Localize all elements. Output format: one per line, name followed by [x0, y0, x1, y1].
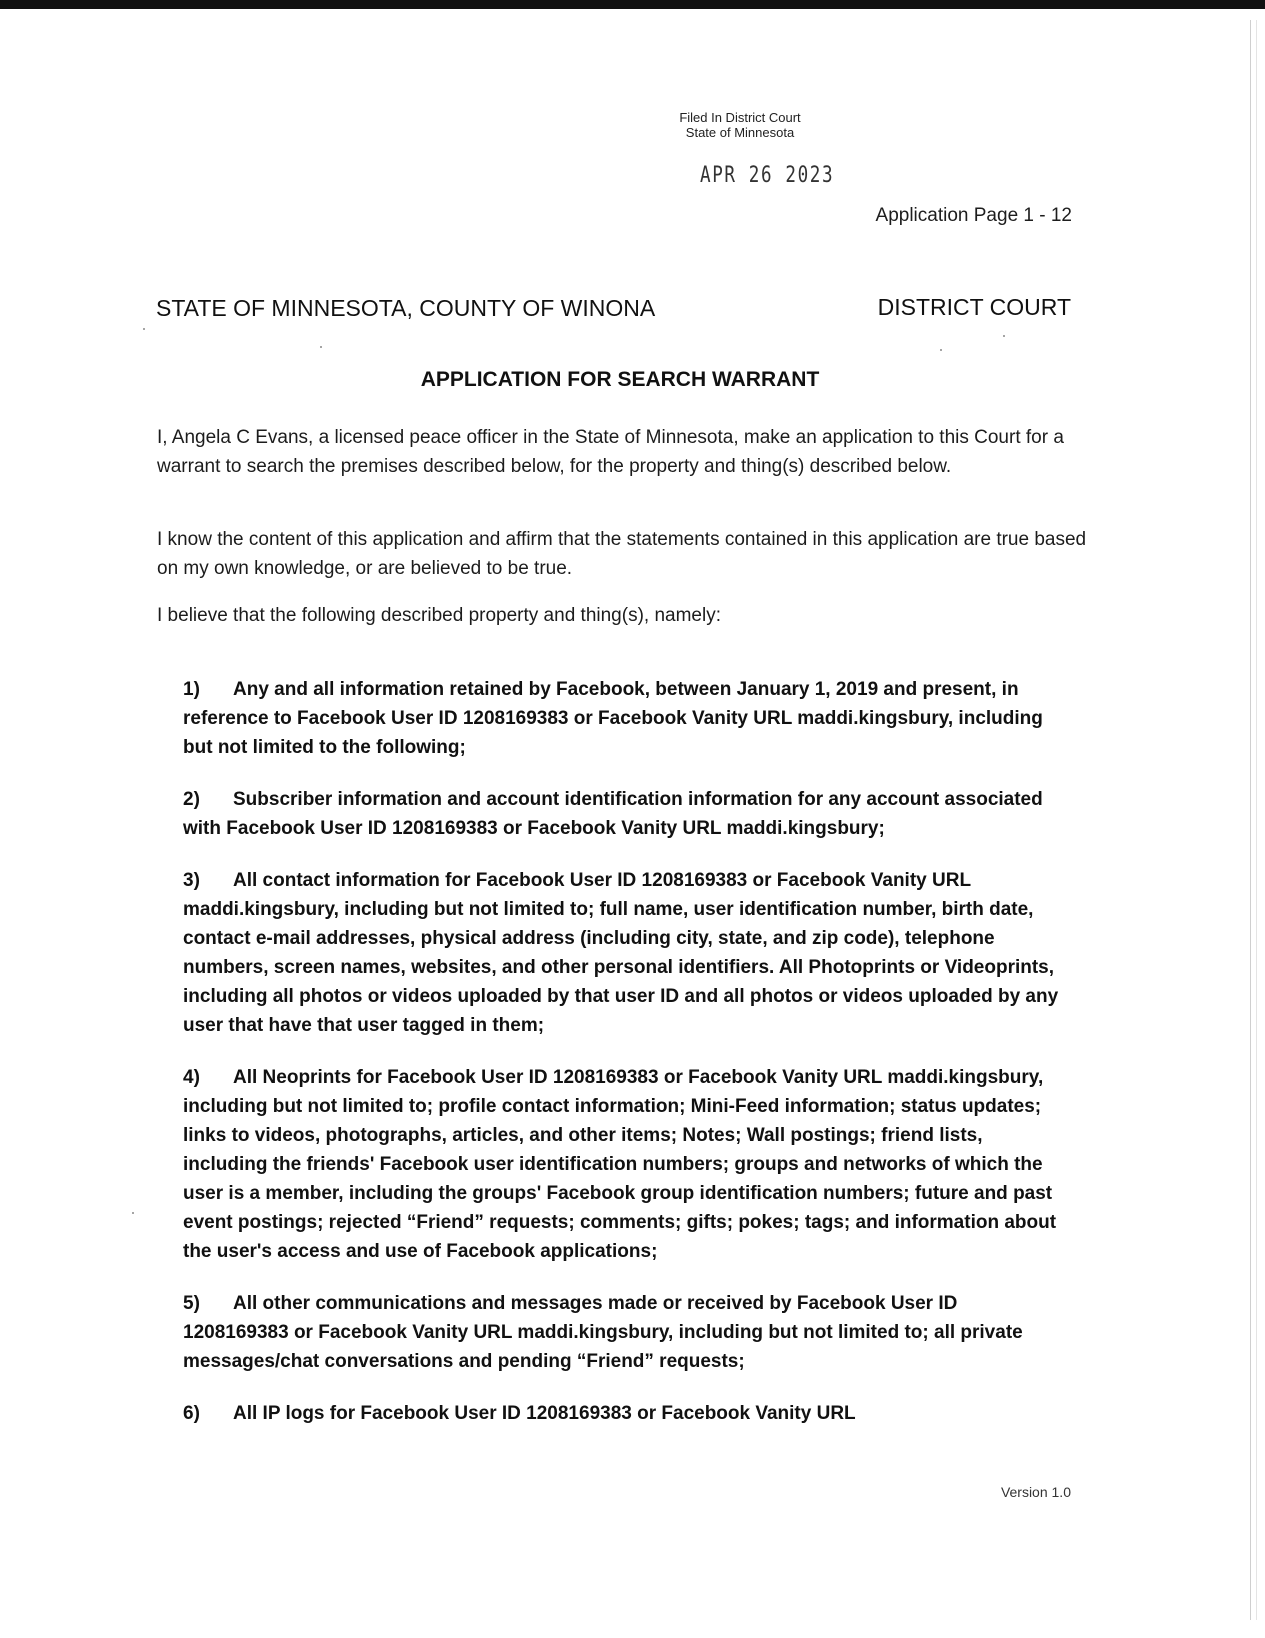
scan-speck [1003, 335, 1005, 337]
belief-paragraph: I believe that the following described property and thing(s), namely: [157, 605, 721, 626]
scan-right-edge [1250, 20, 1251, 1620]
stamp-date: APR 26 2023 [700, 163, 835, 188]
list-item [183, 1399, 1063, 1428]
scan-top-border [0, 0, 1265, 9]
item-text: All IP logs for Facebook User ID 1208169383 or Facebook Vanity URL [233, 1403, 856, 1424]
filed-stamp [660, 110, 820, 140]
list-item [183, 1063, 1063, 1266]
court-county: STATE OF MINNESOTA, COUNTY OF WINONA [156, 295, 656, 321]
scan-right-edge-inner [1256, 20, 1257, 1620]
item-number: 4) [183, 1067, 200, 1088]
court-name: DISTRICT COURT [877, 294, 1071, 320]
item-number: 1) [183, 679, 200, 700]
property-list [183, 675, 1063, 1451]
intro-paragraph: I, Angela C Evans, a licensed peace officer in the State of Minnesota, make an application to this Court for a warrant to search the premises described below, for the property and thing(s) described below. [157, 427, 1064, 477]
item-text: All contact information for Facebook User ID 1208169383 or Facebook Vanity URL maddi.kingsbury, including but not limited to; full name, user identification number, birth date, contact e-mail addresses, physical address (including city, state, and zip code), telephone numbers, screen names, websites, and other personal identifiers. All Photoprints or Videoprints, including all photos or videos uploaded by that user ID and all photos or videos uploaded by any user that have that user tagged in them; [183, 870, 1059, 1036]
stamp-line-2: State of Minnesota [685, 125, 795, 140]
item-text: All other communications and messages made or received by Facebook User ID 1208169383 or Facebook Vanity URL maddi.kingsbury, including but not limited to; all private messages/chat conversations and pending “Friend” requests; [183, 1293, 1023, 1372]
version-label: Version 1.0 [1000, 1484, 1071, 1500]
item-number: 3) [183, 870, 200, 891]
document-title: APPLICATION FOR SEARCH WARRANT [420, 368, 820, 391]
stamp-line-1: Filed In District Court [679, 110, 801, 125]
list-item [183, 1289, 1063, 1376]
item-text: All Neoprints for Facebook User ID 1208169383 or Facebook Vanity URL maddi.kingsbury, including but not limited to; profile contact information; Mini-Feed information; status updates; links to videos, photographs, articles, and other items; Notes; Wall postings; friend lists, including the friends' Facebook user identification numbers; groups and networks of which the user is a member, including the groups' Facebook group identification numbers; future and past event postings; rejected “Friend” requests; comments; gifts; pokes; tags; and information about the user's access and use of Facebook applications; [183, 1067, 1057, 1262]
item-number: 6) [183, 1403, 200, 1424]
list-item [183, 866, 1063, 1040]
scan-speck [940, 349, 942, 351]
page-reference: Application Page 1 - 12 [875, 205, 1072, 226]
scan-speck [143, 328, 145, 330]
item-text: Any and all information retained by Facebook, between January 1, 2019 and present, in reference to Facebook User ID 1208169383 or Facebook Vanity URL maddi.kingsbury, including but not limited to the following; [183, 679, 1043, 758]
list-item [183, 785, 1063, 843]
list-item [183, 675, 1063, 762]
item-number: 2) [183, 789, 200, 810]
scan-speck [132, 1212, 134, 1214]
item-number: 5) [183, 1293, 200, 1314]
scan-speck [320, 346, 322, 348]
affirmation-paragraph: I know the content of this application and affirm that the statements contained in this application are true based on my own knowledge, or are believed to be true. [157, 529, 1087, 579]
item-text: Subscriber information and account identification information for any account associated with Facebook User ID 1208169383 or Facebook Vanity URL maddi.kingsbury; [183, 789, 1043, 839]
